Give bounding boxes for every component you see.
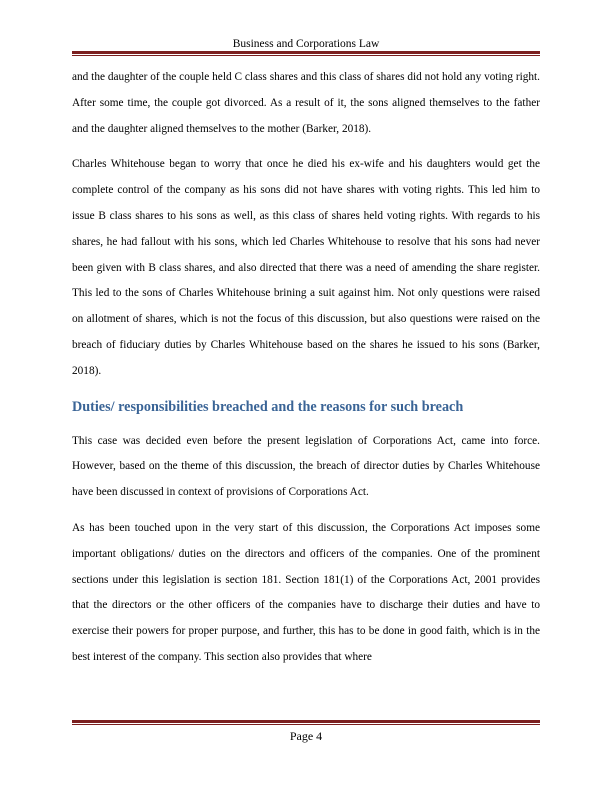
paragraph-1: and the daughter of the couple held C class shares and this class of shares did not hold any voting right. After some time, the couple got divorced. As a result of it, the sons aligned themselves to the father and the daughter aligned themselves to the mother (Barker, 2018). <box>72 71 540 135</box>
document-body <box>72 65 540 681</box>
footer-divider <box>72 720 540 725</box>
paragraph-4: As has been touched upon in the very start of this discussion, the Corporations Act imposes some important obligations/ duties on the directors and officers of the companies. One of the prominent sections under this legislation is section 181. Section 181(1) of the Corporations Act, 2001 provides that the directors or the other officers of the companies have to discharge their duties and have to exercise their powers for proper purpose, and further, this has to be done in good faith, which is in the best interest of the company. This section also provides that where <box>72 521 540 663</box>
section-heading: Duties/ responsibilities breached and the reasons for such breach <box>72 398 464 415</box>
running-header: Business and Corporations Law <box>232 38 380 50</box>
page-number: Page 4 <box>289 729 323 743</box>
paragraph-2: Charles Whitehouse began to worry that once he died his ex-wife and his daughters would get the complete control of the company as his sons did not have shares with voting rights. This led him to issue B class shares to his sons as well, as this class of shares held voting rights. With regards to his shares, he had fallout with his sons, which led Charles Whitehouse to resolve that his sons had never been given with B class shares, and also directed that there was a need of amending the share register. This led to the sons of Charles Whitehouse brining a suit against him. Not only questions were raised on allotment of shares, which is not the focus of this discussion, but also questions were raised on the breach of fiduciary duties by Charles Whitehouse based on the shares he issued to his sons (Barker, 2018). <box>72 158 540 377</box>
header-divider <box>72 51 540 56</box>
paragraph-3: This case was decided even before the present legislation of Corporations Act, came into force. However, based on the theme of this discussion, the breach of director duties by Charles Whitehouse have been discussed in context of provisions of Corporations Act. <box>72 434 540 499</box>
